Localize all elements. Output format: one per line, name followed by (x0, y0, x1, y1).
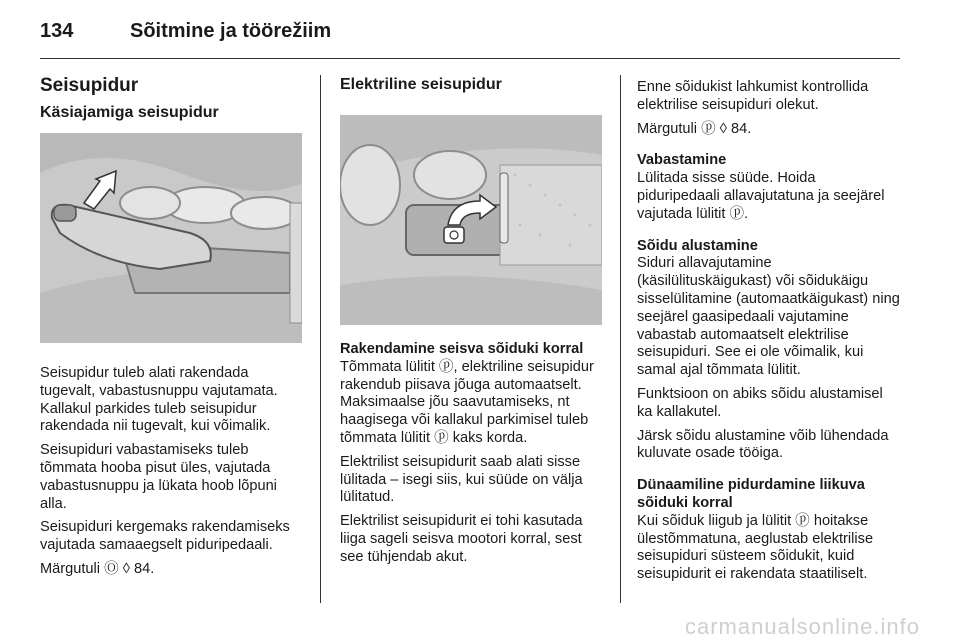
chapter-title: Sõitmine ja töörežiim (130, 20, 332, 42)
watermark: carmanualsonline.info (684, 614, 920, 639)
paragraph: Seisupiduri vabastamiseks tuleb tõmmata hooba pisut üles, vajutada vabastusnuppu ja lükata hoob lõpuni alla. (40, 442, 277, 512)
paragraph: Märgutuli ⓟ ◊ 84. (637, 120, 752, 137)
subheading-drive-off: Sõidu alustamine (637, 237, 758, 254)
electric-brake-drawing (340, 115, 602, 325)
handbrake-drawing (40, 133, 302, 343)
brake-warning-icon: Ⓞ (104, 560, 119, 577)
subheading-apply: Rakendamine seisva sõiduki korral (340, 341, 584, 357)
paragraph: Seisupidur tuleb alati rakendada tugevalt, vabastusnuppu vajutamata. Kallakul parkides tuleb seisupidur rakendada nii tugevalt, kui võimalik. (40, 365, 278, 435)
header-rule (40, 58, 900, 59)
paragraph-indicator-ref (40, 561, 304, 579)
paragraph: Lülitada sisse süüde. Hoida piduripedaali allavajutatuna ja seejärel vajutada lülitit ⓟ. (637, 170, 885, 222)
electric-brake-illustration (340, 115, 602, 325)
column-electric-brake-cont (637, 79, 902, 590)
column-electric-parking-brake (340, 75, 602, 573)
paragraph: Elektrilist seisupidurit ei tohi kasutada liiga sageli seisva mootori korral, sest see tühjendab akut. (340, 513, 583, 565)
page-reference: ◊ 84. (122, 560, 155, 577)
section-title: Seisupidur (40, 75, 139, 96)
paragraph: Funktsioon on abiks sõidu alustamisel ka kallakutel. (637, 385, 883, 420)
paragraph: Enne sõidukist lahkumist kontrollida elektrilise seisupiduri olekut. (637, 79, 869, 113)
section-subtitle: Käsiajamiga seisupidur (40, 104, 219, 121)
paragraph: Elektrilist seisupidurit saab alati sisse lülitada – isegi siis, kui süüde on välja lülitatud. (340, 453, 583, 506)
indicator-label: Märgutuli (40, 560, 101, 577)
paragraph: Järsk sõidu alustamine võib lühendada kuluvate osade tööiga. (637, 427, 889, 462)
subheading-dynamic-braking: Dünaamiline pidurdamine liikuva sõiduki korral (637, 477, 865, 511)
page-header (40, 14, 900, 54)
section-title: Elektriline seisupidur (340, 76, 502, 93)
column-manual-parking-brake (40, 75, 304, 585)
paragraph: Seisupiduri kergemaks rakendamiseks vajutada samaaegselt piduripedaali. (40, 519, 290, 554)
handbrake-illustration (40, 133, 302, 343)
page-number: 134 (40, 20, 74, 42)
column-divider (620, 75, 621, 603)
paragraph: Kui sõiduk liigub ja lülitit ⓟ hoitakse ülestõmmatuna, aeglustab elektrilise seisupiduri süsteem sõidukit, kuid seisupidurit ei rakendata staatiliselt. (637, 512, 874, 583)
paragraph: Siduri allavajutamine (käsilülituskäigukast) või sõidukäigu sisselülitamine (automaatkäigukast) ning seejärel gaasipedaali vajutamine vabastab automaatselt elektrilise seisupiduri. See ei ole võimalik, kui samal ajal tõmmata lülitit. (637, 255, 900, 379)
paragraph: Tõmmata lülitit ⓟ, elektriline seisupidur rakendub piisava jõuga automaatselt. Maksimaalse jõu saavutamiseks, nt haagisega või kallakul parkimisel tuleb tõmmata lülitit ⓟ kaks korda. (340, 358, 594, 446)
column-divider (320, 75, 321, 603)
subheading-release: Vabastamine (637, 152, 727, 169)
